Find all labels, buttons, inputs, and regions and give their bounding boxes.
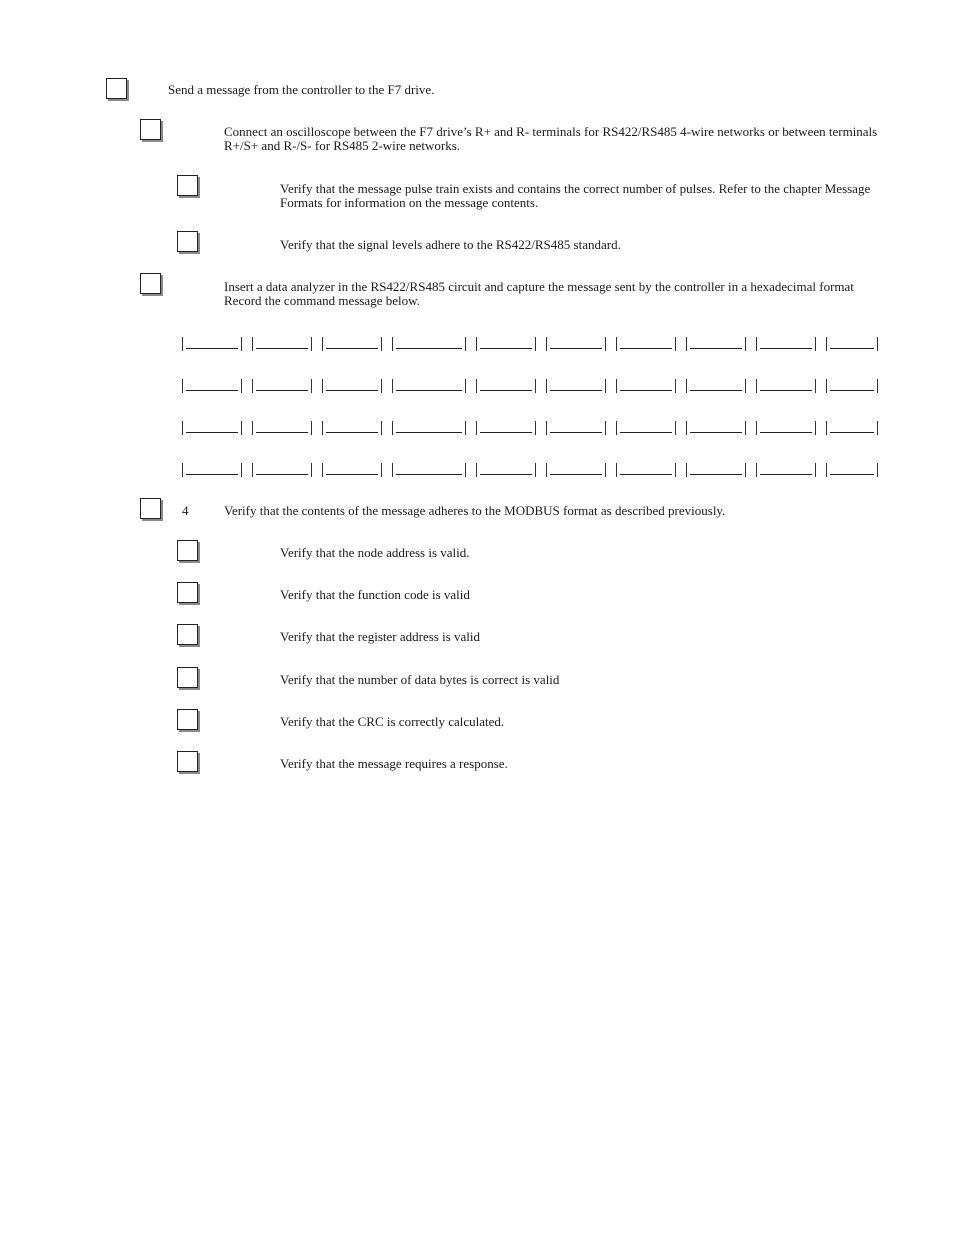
hex-byte-blank[interactable] <box>392 421 466 435</box>
hex-byte-blank[interactable] <box>182 337 242 351</box>
hex-byte-blank[interactable] <box>826 421 878 435</box>
hex-byte-blank[interactable] <box>756 337 816 351</box>
checkbox-verify-pulse-train[interactable] <box>177 175 198 196</box>
hex-byte-blank[interactable] <box>616 463 676 477</box>
hex-byte-blank[interactable] <box>616 379 676 393</box>
hex-byte-blank[interactable] <box>826 463 878 477</box>
hex-byte-blank[interactable] <box>546 421 606 435</box>
hex-record-row <box>182 379 882 393</box>
step-number: 4 <box>182 503 189 518</box>
hex-byte-blank[interactable] <box>392 337 466 351</box>
step-send-message-text: Send a message from the controller to the F7 drive. <box>168 82 435 97</box>
hex-byte-blank[interactable] <box>756 379 816 393</box>
hex-byte-blank[interactable] <box>686 379 746 393</box>
hex-byte-blank[interactable] <box>476 463 536 477</box>
checkbox-verify-data-bytes[interactable] <box>177 667 198 688</box>
hex-record-row <box>182 463 882 477</box>
hex-byte-blank[interactable] <box>252 421 312 435</box>
checkbox-send-message[interactable] <box>106 78 127 99</box>
hex-byte-blank[interactable] <box>616 421 676 435</box>
hex-record-row <box>182 421 882 435</box>
checkbox-verify-response[interactable] <box>177 751 198 772</box>
hex-byte-blank[interactable] <box>756 421 816 435</box>
step-connect-oscilloscope-text: Connect an oscilloscope between the F7 drive’s R+ and R- terminals for RS422/RS485 4-wire networks or between terminals R+/S+ and R-/S- for RS485 2-wire networks. <box>224 124 878 153</box>
hex-byte-blank[interactable] <box>322 337 382 351</box>
hex-byte-blank[interactable] <box>686 421 746 435</box>
checkbox-verify-function-code[interactable] <box>177 582 198 603</box>
hex-byte-blank[interactable] <box>322 379 382 393</box>
hex-byte-blank[interactable] <box>252 379 312 393</box>
checkbox-verify-register-address[interactable] <box>177 624 198 645</box>
checkbox-verify-signal-levels[interactable] <box>177 231 198 252</box>
step-verify-node-address-text: Verify that the node address is valid. <box>280 545 470 560</box>
hex-byte-blank[interactable] <box>756 463 816 477</box>
hex-byte-blank[interactable] <box>686 463 746 477</box>
hex-byte-blank[interactable] <box>392 463 466 477</box>
step-insert-data-analyzer-text: Insert a data analyzer in the RS422/RS485 circuit and capture the message sent by the controller in a hexadecimal format Record the command message below. <box>224 279 854 308</box>
checkbox-verify-node-address[interactable] <box>177 540 198 561</box>
hex-byte-blank[interactable] <box>476 379 536 393</box>
hex-byte-blank[interactable] <box>826 379 878 393</box>
step-verify-register-address-text: Verify that the register address is valid <box>280 629 480 644</box>
hex-byte-blank[interactable] <box>476 337 536 351</box>
hex-byte-blank[interactable] <box>616 337 676 351</box>
step-verify-function-code-text: Verify that the function code is valid <box>280 587 470 602</box>
hex-byte-blank[interactable] <box>182 421 242 435</box>
step-verify-pulse-train-text: Verify that the message pulse train exists and contains the correct number of pulses. Refer to the chapter Message Formats for information on the message contents. <box>280 181 871 210</box>
hex-byte-blank[interactable] <box>252 337 312 351</box>
hex-byte-blank[interactable] <box>322 463 382 477</box>
hex-byte-blank[interactable] <box>322 421 382 435</box>
hex-byte-blank[interactable] <box>392 379 466 393</box>
hex-byte-blank[interactable] <box>182 463 242 477</box>
step-verify-response-text: Verify that the message requires a response. <box>280 756 508 771</box>
checkbox-verify-crc[interactable] <box>177 709 198 730</box>
checkbox-insert-data-analyzer[interactable] <box>140 273 161 294</box>
hex-byte-blank[interactable] <box>182 379 242 393</box>
hex-byte-blank[interactable] <box>826 337 878 351</box>
hex-byte-blank[interactable] <box>546 463 606 477</box>
step-verify-crc-text: Verify that the CRC is correctly calculated. <box>280 714 505 729</box>
hex-byte-blank[interactable] <box>686 337 746 351</box>
hex-byte-blank[interactable] <box>546 337 606 351</box>
step-verify-signal-levels-text: Verify that the signal levels adhere to the RS422/RS485 standard. <box>280 237 621 252</box>
step-verify-modbus-format-text: Verify that the contents of the message adheres to the MODBUS format as described previously. <box>224 503 726 518</box>
hex-byte-blank[interactable] <box>546 379 606 393</box>
hex-byte-blank[interactable] <box>252 463 312 477</box>
hex-record-row <box>182 337 882 351</box>
hex-byte-blank[interactable] <box>476 421 536 435</box>
step-verify-data-bytes-text: Verify that the number of data bytes is correct is valid <box>280 672 560 687</box>
checkbox-verify-modbus-format[interactable] <box>140 498 161 519</box>
checkbox-connect-oscilloscope[interactable] <box>140 119 161 140</box>
